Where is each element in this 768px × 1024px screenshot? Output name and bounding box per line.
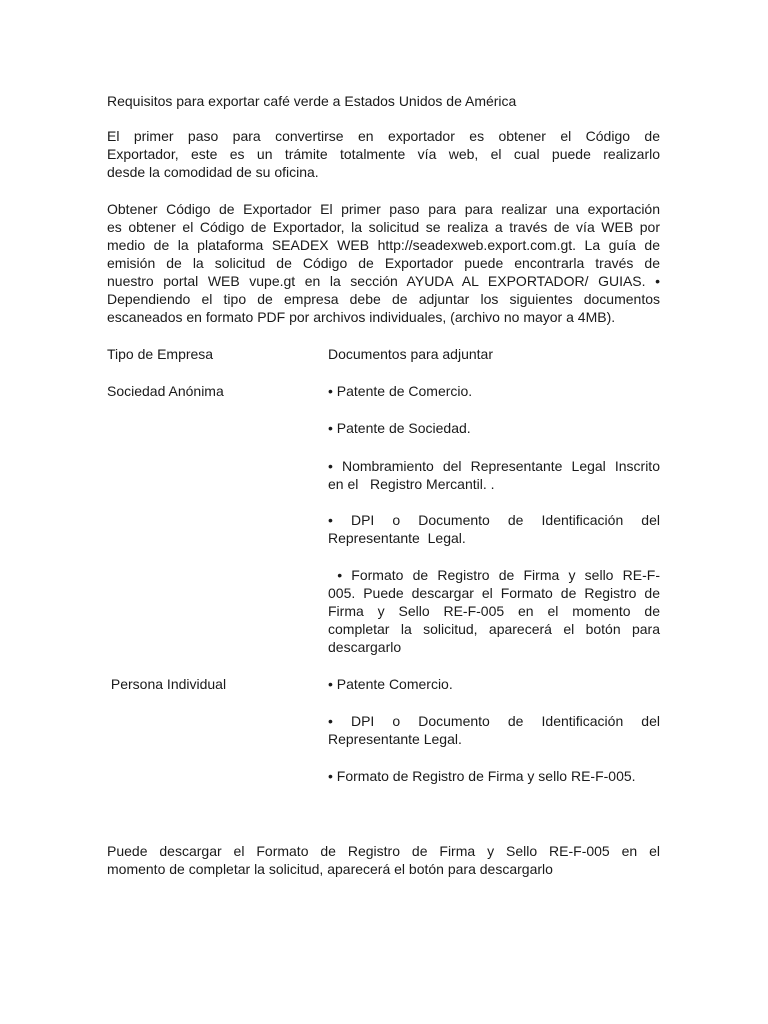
closing-paragraph xyxy=(107,842,660,878)
intro-paragraph xyxy=(107,127,660,181)
company-type-sociedad-anonima: Sociedad Anónima xyxy=(107,383,224,399)
list-item xyxy=(328,566,660,656)
paragraph-line: momento de completar la solicitud, aparecerá el botón para descargarlo xyxy=(107,861,553,877)
paragraph-line: emisión de la solicitud de Código de Exportador puede encontrarla través de xyxy=(107,255,660,271)
list-item xyxy=(328,675,660,693)
list-item-line: descargarlo xyxy=(328,639,402,655)
paragraph-line: es obtener el Código de Exportador, la solicitud se realiza a través de vía WEB por xyxy=(107,219,660,235)
paragraph-line: nuestro portal WEB vupe.gt en la sección AYUDA AL EXPORTADOR/ GUIAS. • xyxy=(107,273,660,289)
paragraph-line: desde la comodidad de su oficina. xyxy=(107,164,319,180)
paragraph-line: El primer paso para convertirse en exportador es obtener el Código de xyxy=(107,128,660,144)
list-item-line: • Patente de Comercio. xyxy=(328,383,473,399)
company-type-persona-individual: Persona Individual xyxy=(107,676,227,692)
table-header-documents: Documentos para adjuntar xyxy=(328,346,493,362)
document-title: Requisitos para exportar café verde a Estados Unidos de América xyxy=(107,93,517,109)
list-item-line: • Nombramiento del Representante Legal Inscrito xyxy=(328,458,660,474)
list-item-line: 005. Puede descargar el Formato de Registro de xyxy=(328,585,660,601)
list-item-line: • Formato de Registro de Firma y sello RE-F-005. xyxy=(328,768,636,784)
paragraph-line: escaneados en formato PDF por archivos individuales, (archivo no mayor a 4MB). xyxy=(107,309,616,325)
paragraph-line: Puede descargar el Formato de Registro de Firma y Sello RE-F-005 en el xyxy=(107,843,660,859)
list-item xyxy=(328,511,660,547)
list-item-line: en el Registro Mercantil. . xyxy=(328,476,495,492)
paragraph-line: medio de la plataforma SEADEX WEB http://seadexweb.export.com.gt. La guía de xyxy=(107,237,660,253)
list-item-line: • Patente Comercio. xyxy=(328,676,453,692)
list-item xyxy=(328,419,660,437)
paragraph-line: Exportador, este es un trámite totalmente vía web, el cual puede realizarlo xyxy=(107,146,660,162)
list-item-line: completar la solicitud, aparecerá el botón para xyxy=(328,621,660,637)
paragraph-line: Obtener Código de Exportador El primer paso para para realizar una exportación xyxy=(107,201,660,217)
list-item-line: Representante Legal. xyxy=(328,530,466,546)
list-item xyxy=(328,712,660,748)
exporter-code-paragraph xyxy=(107,200,660,326)
list-item xyxy=(328,382,660,400)
list-item-line: • Patente de Sociedad. xyxy=(328,420,471,436)
list-item-line: • Formato de Registro de Firma y sello RE-F- xyxy=(328,567,660,583)
list-item-line: • DPI o Documento de Identificación del xyxy=(328,713,660,729)
table-header-company-type: Tipo de Empresa xyxy=(107,346,214,362)
list-item-line: Representante Legal. xyxy=(328,731,462,747)
list-item xyxy=(328,457,660,493)
list-item xyxy=(328,767,660,785)
list-item-line: • DPI o Documento de Identificación del xyxy=(328,512,660,528)
list-item-line: Firma y Sello RE-F-005 en el momento de xyxy=(328,603,660,619)
paragraph-line: Dependiendo el tipo de empresa debe de adjuntar los siguientes documentos xyxy=(107,291,660,307)
